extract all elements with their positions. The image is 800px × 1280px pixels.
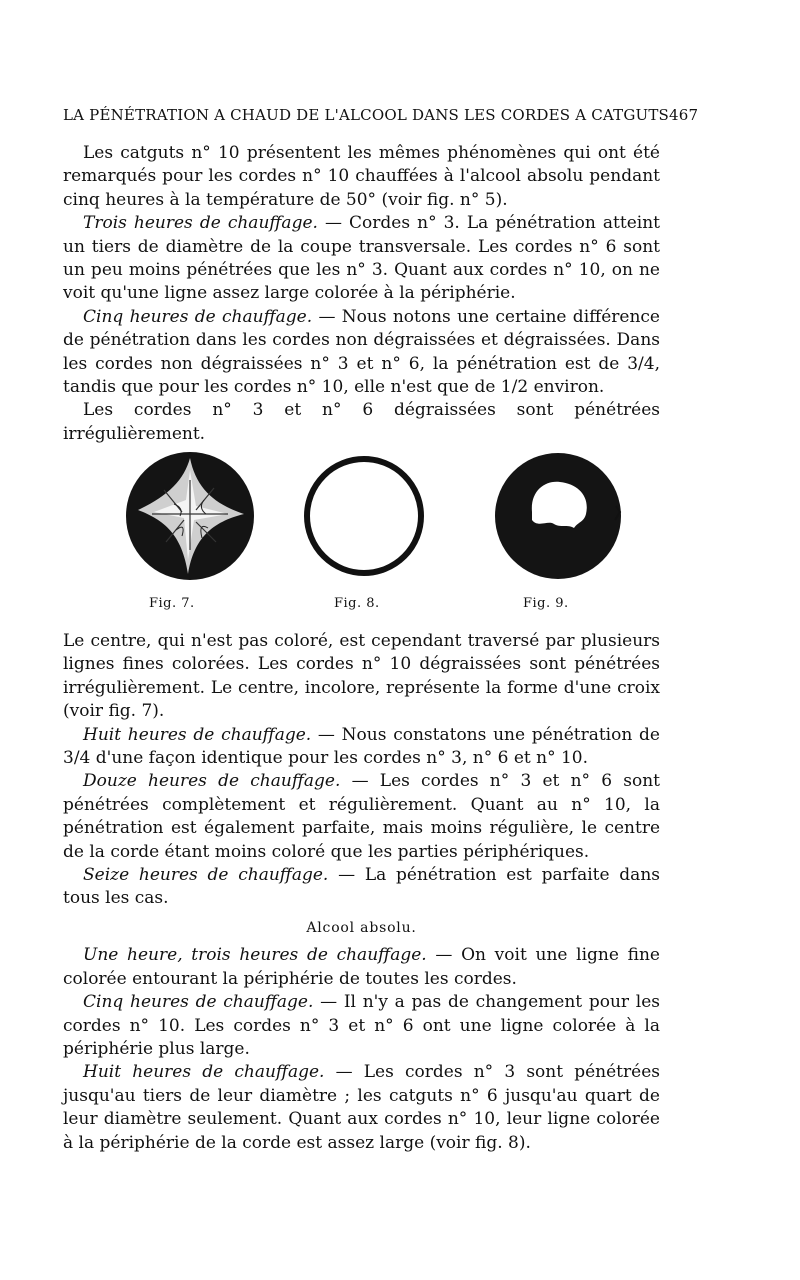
paragraph: Le centre, qui n'est pas coloré, est cependant traversé par plusieurs lignes fines colorées. Les cordes n° 10 dégraissées sont pénétrées irrégulièrement. Le centre, incolore, représente la forme d'une croix (voir fig. 7). [63,631,660,722]
paragraph: Huit heures de chauffage. — Nous constatons une pénétration de 3/4 d'une façon identique pour les cordes n° 3, n° 6 et n° 10. [63,724,660,769]
figures-row [0,440,800,620]
section-title: Alcool absolu. [306,919,417,936]
paragraph: Huit heures de chauffage. — Les cordes n° 3 sont pénétrées jusqu'au tiers de leur diamètre ; les catguts n° 6 jusqu'au quart de leur diamètre seulement. Quant aux cordes n° 10, leur ligne colorée à la périphérie de la corde est assez large (voir fig. 8). [63,1062,660,1153]
paragraph: Une heure, trois heures de chauffage. — On voit une ligne fine colorée entourant la périphérie de toutes les cordes. [63,945,660,989]
paragraph: Les cordes n° 3 et n° 6 dégraissées sont pénétrées irrégulièrement. [63,400,660,444]
header-title: LA PÉNÉTRATION A CHAUD DE L'ALCOOL DANS LES CORDES A CATGUTS [63,106,670,124]
figure-7-caption: Fig. 7. [149,596,195,611]
paragraph: Cinq heures de chauffage. — Nous notons une certaine différence de pénétration dans les cordes non dégraissées et dégraissées. Dans les cordes non dégraissées n° 3 et n° 6, la pénétration est de 3/4, tandis que pour les cordes n° 10, elle n'est que de 1/2 environ. [63,306,660,398]
paragraph: Douze heures de chauffage. — Les cordes n° 3 et n° 6 sont pénétrées complètement et régulièrement. Quant au n° 10, la pénétration est également parfaite, mais moins régulière, le centre de la corde étant moins coloré que les parties périphériques. [63,771,661,862]
figure-8-cross-section [302,454,426,578]
page-number: 467 [669,106,699,124]
running-header [63,106,699,124]
text-block-top [63,142,660,446]
figure-7-cross-section [124,450,256,582]
figure-9-cross-section [494,450,624,582]
paragraph: Cinq heures de chauffage. — Il n'y a pas de changement pour les cordes n° 10. Les cordes n° 3 et n° 6 ont une ligne colorée à la périphérie plus large. [63,992,660,1059]
paragraph: Les catguts n° 10 présentent les mêmes phénomènes qui ont été remarqués pour les cordes n° 10 chauffées à l'alcool absolu pendant cinq heures à la température de 50° (voir fig. n° 5). [63,143,660,210]
paragraph: Seize heures de chauffage. — La pénétration est parfaite dans tous les cas. [63,865,660,909]
figure-9-caption: Fig. 9. [523,596,569,611]
text-block-bottom [63,630,660,1155]
paragraph: Trois heures de chauffage. — Cordes n° 3. La pénétration atteint un tiers de diamètre de la coupe transversale. Les cordes n° 6 sont un peu moins pénétrées que les n° 3. Quant aux cordes n° 10, on ne voit qu'une ligne assez large colorée à la périphérie. [63,213,661,304]
figure-8-caption: Fig. 8. [334,596,380,611]
